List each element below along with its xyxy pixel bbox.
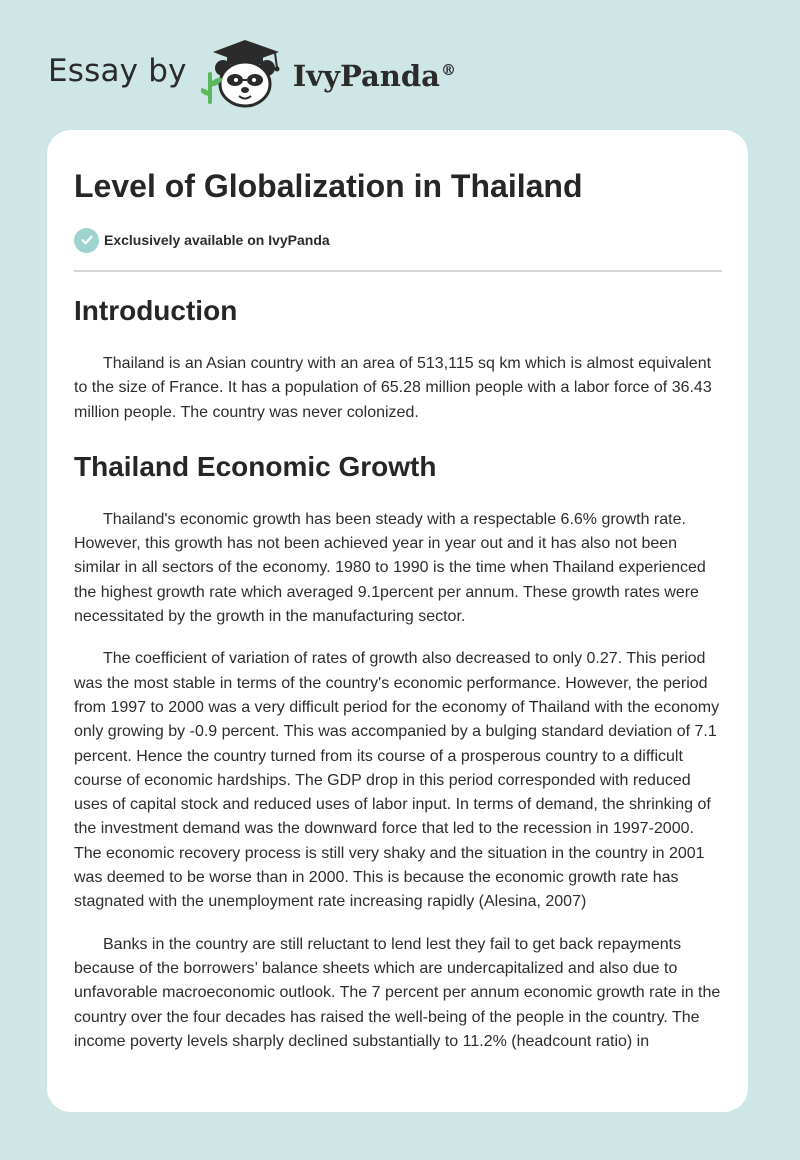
panda-logo-icon[interactable] (201, 38, 287, 110)
section-introduction (74, 291, 722, 425)
section-heading: Thailand Economic Growth (74, 450, 437, 482)
exclusive-badge (74, 226, 722, 254)
divider (74, 270, 722, 272)
paragraph: The coefficient of variation of rates of growth also decreased to only 0.27. This period was the most stable in terms of the country's economic performance. However, the period from 1997 to 2000 was a very difficult period for the economy of Thailand with the economy only growing by -0.9 percent. This was accompanied by a bulging standard deviation of 7.1 percent. Hence the country turned from its course of a prosperous country to a difficult course of economic hardships. The GDP drop in this period corresponded with reduced uses of capital stock and reduced uses of labor input. In terms of demand, the shrinking of the investment demand was the downward force that led to the recession in 1997-2000. The economic recovery process is still very shaky and the situation in the country in 2001 was deemed to be worse than in 2000. This is because the economic growth rate has stagnated with the unemployment rate increasing rapidly (Alesina, 2007) (74, 650, 720, 911)
brand-name[interactable] (293, 59, 456, 93)
paragraph: Thailand is an Asian country with an area of 513,115 sq km which is almost equivalent to the size of France. It has a population of 65.28 million people with a labor force of 36.43 million people. The country was never colonized. (74, 355, 712, 421)
paragraph: Thailand's economic growth has been steady with a respectable 6.6% growth rate. However, this growth has not been achieved year in year out and it has also not been similar in all sectors of the economy. 1980 to 1990 is the time when Thailand experienced the highest growth rate which averaged 9.1percent per annum. These growth rates were necessitated by the growth in the manufacturing sector. (74, 510, 706, 626)
page-title: Level of Globalization in Thailand (74, 168, 583, 204)
essay-card (47, 130, 748, 1112)
site-header (48, 34, 456, 114)
brand-prefix: Essay by (48, 53, 187, 89)
brand-name-text: IvyPanda (292, 59, 440, 93)
section-economic-growth (74, 447, 722, 1054)
check-circle-icon (74, 228, 99, 253)
paragraph: Banks in the country are still reluctant to lend lest they fail to get back repayments because of the borrowers’ balance sheets which are undercapitalized and also due to unfavorable macroeconomic outlook. The 7 percent per annum economic growth rate in the country over the four decades has raised the well-being of the people in the country. The income poverty levels sharply declined substantially to 11.2% (headcount ratio) in (74, 935, 721, 1050)
section-heading: Introduction (74, 295, 238, 326)
badge-text: Exclusively available on IvyPanda (104, 232, 330, 248)
registered-mark: ® (440, 61, 456, 80)
